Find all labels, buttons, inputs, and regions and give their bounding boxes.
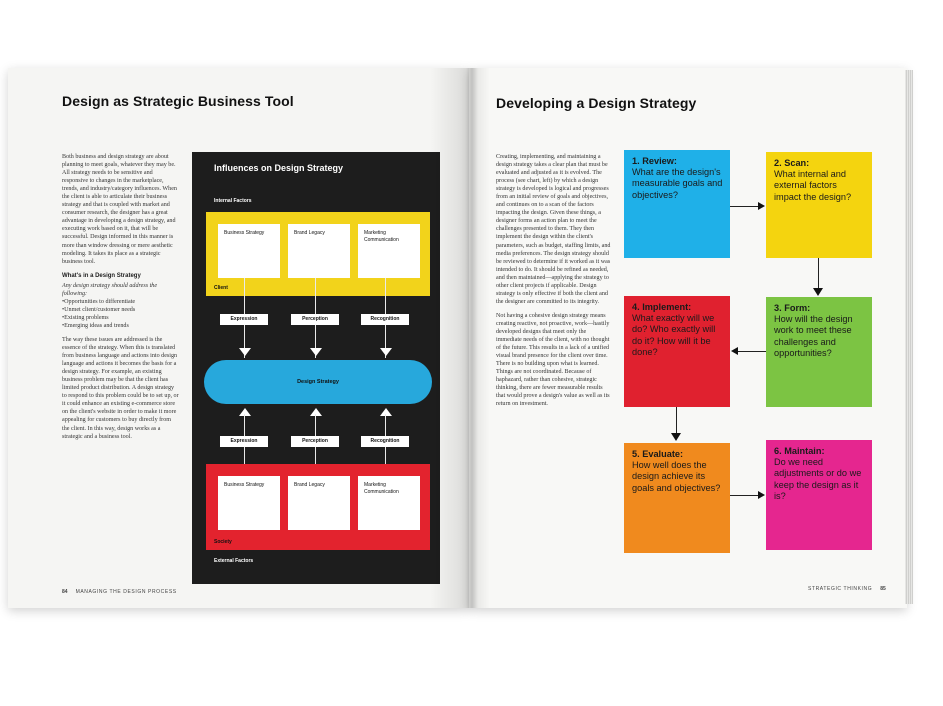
page-edges [905,70,913,604]
arrow-down-icon [813,288,823,296]
bullet-item: • Emerging ideas and trends [62,322,179,330]
arrow-down-icon [239,348,251,356]
arrow-up-icon [239,408,251,416]
step-text: How well does the design achieve its goals and objectives? [632,460,721,493]
flow-line [738,351,766,352]
right-page-title: Developing a Design Strategy [496,95,697,111]
bottom-pill-recognition: Recognition [361,436,409,447]
step-scan [766,152,872,258]
flow-line [730,206,760,207]
flow-line [730,495,760,496]
step-form [766,297,872,407]
right-second-paragraph: Not having a cohesive design strategy means creating reactive, not proactive, work—hastily developed designs that meet only the immediate needs of the client, with no thought of the future. This results in a lack of a unified visual brand presence for the client over time. There is no building upon what is learned. Things are not coordinated. Because of haphazard, rather than cohesive, strategic thinking, there are fewer measurable results that would prove a design's value as well as its return on investment. [496,312,610,408]
step-text: What are the design's measurable goals and objectives? [632,167,723,200]
subhead-intro: Any design strategy should address the following: [62,282,158,297]
step-review [624,150,730,258]
diagram-title: Influences on Design Strategy [214,163,344,173]
flow-line [818,258,819,290]
bottom-pill-expression: Expression [220,436,268,447]
bottom-box-business-strategy: Business Strategy [218,476,280,530]
influences-diagram [192,152,440,584]
left-page-title: Design as Strategic Business Tool [62,93,294,109]
right-first-paragraph: Creating, implementing, and maintaining a design strategy takes a clear plan that must be evaluated and adjusted as it is evolved. The process (see chart, left) by which a design strategy is developed is logical and progresses from an initial review of goals and objectives, and continues on to a scan of the factors impacting the design. Given these things, a designer forms an action plan to meet the challenges presented to them. They then implement the design within the client's parameters, such as budget, staffing limits, and media preferences. The design strategy should be reviewed to determine if it worked as it was intended to do. It should be refined as needed, and then maintained—applying the strategy to other client projects if applicable. Design strategy is only effective if both the client and the designer are committed to its integrity. [496,154,611,305]
bullet-item: • Existing problems [62,314,179,322]
left-folio [62,589,177,595]
internal-factors-label: Internal Factors [214,198,252,204]
bullet-list [62,298,179,330]
external-factors-label: External Factors [214,558,254,564]
top-box-marketing-communication: Marketing Communication [358,224,420,278]
arrow-down-icon [380,348,392,356]
step-maintain [766,440,872,550]
left-intro-paragraph: Both business and design strategy are about planning to meet goals, whatever they may be. All strategy needs to be sensitive and responsive to changes in the marketplace, trends, and industry/category influences. When the client is able to articulate their business strategy and that is coupled with market and consumer research, the designer has a great advantage in developing a design strategy, and executing work based on it, that will be successful. Design informed in this manner is more than window dressing or mere aesthetic modeling. It takes its place as a strategic business tool. [62,154,177,265]
step-evaluate [624,443,730,553]
page-number: 84 [62,589,68,595]
bottom-box-marketing-communication: Marketing Communication [358,476,420,530]
society-band [206,464,430,550]
top-pill-perception: Perception [291,314,339,325]
bullet-item: • Opportunities to differentiate [62,298,179,306]
step-text: How will the design work to meet these challenges and opportunities? [774,314,853,358]
society-label: Society [214,539,232,545]
top-pill-recognition: Recognition [361,314,409,325]
left-body-text [62,153,179,447]
step-heading: 1. Review: [632,156,677,166]
right-body-text [496,153,612,414]
arrow-up-icon [380,408,392,416]
running-footer: STRATEGIC THINKING [808,586,873,592]
client-label: Client [214,285,228,291]
top-box-brand-legacy: Brand Legacy [288,224,350,278]
client-band [206,212,430,296]
right-folio [808,586,886,592]
left-second-paragraph: The way these issues are addressed is the essence of the strategy. When this is translated from business language and actions into design language and actions it becomes the basis for a design strategy. For example, an existing business problem may be that the client has limited product distribution. A design strategy to respond to this problem could be to set up, or it could enhance an existing e-commerce store on the client's website in order to make it more appealing for customers to buy directly from the client. In this way, design works as a strategic and a business tool. [62,336,179,440]
arrow-up-icon [310,408,322,416]
arrow-down-icon [310,348,322,356]
running-footer: MANAGING THE DESIGN PROCESS [75,589,177,595]
arrow-down-icon [671,433,681,441]
arrow-right-icon [758,202,765,210]
top-pill-expression: Expression [220,314,268,325]
section-subhead: What's in a Design Strategy [62,272,141,279]
step-heading: 2. Scan: [774,158,810,168]
step-implement [624,296,730,407]
step-text: What exactly will we do? Who exactly will do it? How will it be done? [632,313,716,357]
bullet-item: • Unmet client/customer needs [62,306,179,314]
design-strategy-oval: Design Strategy [204,360,432,404]
bottom-pill-perception: Perception [291,436,339,447]
arrow-left-icon [731,347,738,355]
bottom-box-brand-legacy: Brand Legacy [288,476,350,530]
step-heading: 4. Implement: [632,302,692,312]
top-box-business-strategy: Business Strategy [218,224,280,278]
flow-line [676,407,677,435]
step-heading: 5. Evaluate: [632,449,684,459]
arrow-right-icon [758,491,765,499]
step-text: Do we need adjustments or do we keep the design as it is? [774,457,862,501]
step-heading: 3. Form: [774,303,811,313]
step-text: What internal and external factors impact the design? [774,169,852,202]
step-heading: 6. Maintain: [774,446,825,456]
page-number: 85 [880,586,886,592]
